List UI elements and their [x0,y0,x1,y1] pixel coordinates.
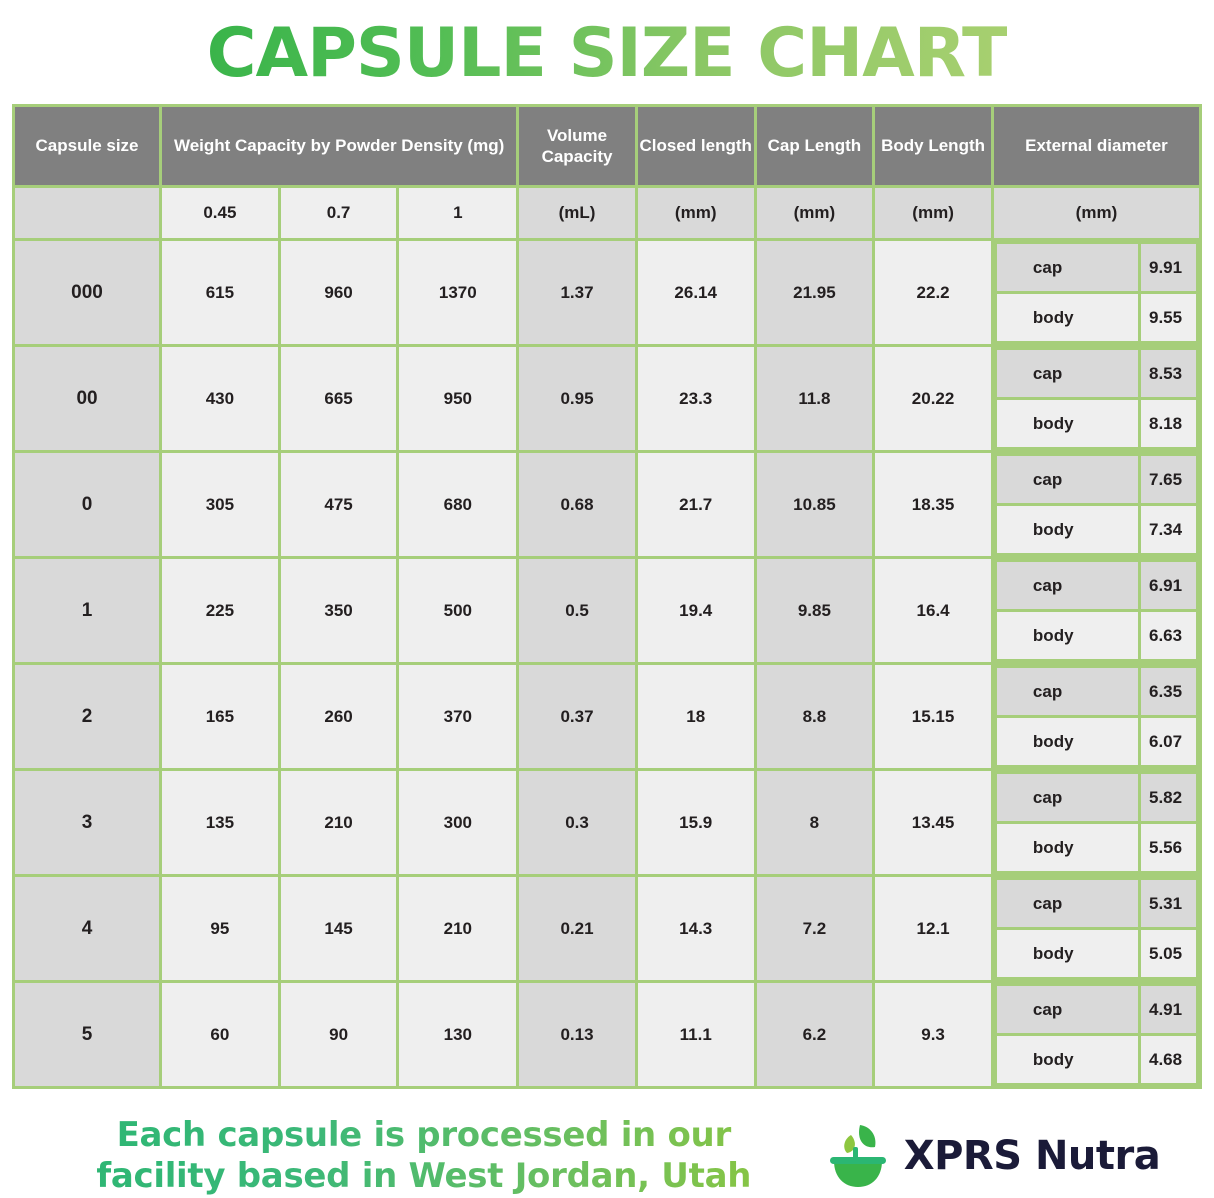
cell-weight-07: 145 [279,876,398,982]
cell-weight-1: 1370 [398,240,518,346]
ext-body-value: 5.56 [1140,823,1198,873]
cell-weight-045: 135 [161,770,280,876]
cell-volume: 0.37 [518,664,637,770]
cell-weight-07: 665 [279,346,398,452]
cell-volume: 0.95 [518,346,637,452]
table-row [14,452,1201,558]
cell-volume: 0.5 [518,558,637,664]
ext-cap-label: cap [995,243,1139,293]
col-header-closed-length: Closed length [636,106,755,187]
cell-weight-045: 95 [161,876,280,982]
cell-cap-length: 10.85 [755,452,874,558]
capsule-size-table [12,104,1202,1089]
ext-body-label: body [995,717,1139,767]
cell-cap-length: 9.85 [755,558,874,664]
cell-closed-length: 15.9 [636,770,755,876]
ext-body-label: body [995,293,1139,343]
subheader-density-1: 1 [398,187,518,240]
cell-volume: 0.13 [518,982,637,1088]
cell-size: 5 [14,982,161,1088]
cell-external-diameter [992,558,1200,664]
cell-weight-045: 615 [161,240,280,346]
subheader-body-length-unit: (mm) [874,187,993,240]
cell-weight-045: 225 [161,558,280,664]
cell-volume: 0.21 [518,876,637,982]
cell-size: 000 [14,240,161,346]
cell-external-diameter [992,346,1200,452]
subheader-volume-unit: (mL) [518,187,637,240]
ext-body-value: 4.68 [1140,1035,1198,1085]
cell-external-diameter [992,664,1200,770]
cell-weight-045: 305 [161,452,280,558]
cell-body-length: 12.1 [874,876,993,982]
cell-closed-length: 18 [636,664,755,770]
ext-cap-value: 7.65 [1140,455,1198,505]
footer-tagline: Each capsule is processed in our facility based in West Jordan, Utah [54,1115,794,1198]
cell-closed-length: 26.14 [636,240,755,346]
subheader-external-diameter-unit: (mm) [992,187,1200,240]
cell-closed-length: 21.7 [636,452,755,558]
subheader-closed-length-unit: (mm) [636,187,755,240]
cell-volume: 0.3 [518,770,637,876]
cell-body-length: 20.22 [874,346,993,452]
ext-body-label: body [995,399,1139,449]
ext-cap-label: cap [995,667,1139,717]
ext-cap-label: cap [995,561,1139,611]
cell-external-diameter [992,452,1200,558]
cell-size: 2 [14,664,161,770]
table-area [0,104,1214,1089]
cell-external-diameter [992,982,1200,1088]
ext-body-label: body [995,611,1139,661]
table-row [14,240,1201,346]
ext-body-label: body [995,1035,1139,1085]
ext-cap-label: cap [995,455,1139,505]
page-title-wrap [0,0,1214,104]
ext-cap-label: cap [995,985,1139,1035]
cell-weight-07: 90 [279,982,398,1088]
ext-body-value: 5.05 [1140,929,1198,979]
subheader-density-07: 0.7 [279,187,398,240]
ext-cap-value: 5.82 [1140,773,1198,823]
ext-body-label: body [995,929,1139,979]
cell-weight-1: 300 [398,770,518,876]
ext-cap-value: 9.91 [1140,243,1198,293]
cell-weight-1: 680 [398,452,518,558]
ext-body-value: 9.55 [1140,293,1198,343]
ext-cap-label: cap [995,773,1139,823]
table-row [14,770,1201,876]
cell-weight-07: 350 [279,558,398,664]
cell-weight-1: 210 [398,876,518,982]
cell-volume: 0.68 [518,452,637,558]
ext-body-label: body [995,505,1139,555]
cell-body-length: 9.3 [874,982,993,1088]
cell-weight-045: 60 [161,982,280,1088]
brand-lockup [820,1119,1160,1193]
ext-body-value: 6.07 [1140,717,1198,767]
table-row [14,558,1201,664]
cell-body-length: 18.35 [874,452,993,558]
cell-closed-length: 19.4 [636,558,755,664]
cell-weight-045: 165 [161,664,280,770]
ext-cap-value: 6.91 [1140,561,1198,611]
cell-size: 00 [14,346,161,452]
cell-weight-07: 475 [279,452,398,558]
cell-weight-07: 960 [279,240,398,346]
cell-cap-length: 6.2 [755,982,874,1088]
subheader-cap-length-unit: (mm) [755,187,874,240]
col-header-capsule-size: Capsule size [14,106,161,187]
footer [0,1089,1214,1198]
col-header-body-length: Body Length [874,106,993,187]
ext-body-value: 7.34 [1140,505,1198,555]
ext-cap-value: 4.91 [1140,985,1198,1035]
col-header-weight-capacity: Weight Capacity by Powder Density (mg) [161,106,518,187]
cell-body-length: 13.45 [874,770,993,876]
subheader-blank [14,187,161,240]
ext-body-label: body [995,823,1139,873]
ext-cap-value: 5.31 [1140,879,1198,929]
table-header-row [14,106,1201,187]
ext-cap-label: cap [995,349,1139,399]
cell-external-diameter [992,770,1200,876]
cell-weight-1: 370 [398,664,518,770]
cell-cap-length: 8.8 [755,664,874,770]
ext-body-value: 8.18 [1140,399,1198,449]
cell-size: 1 [14,558,161,664]
table-row [14,664,1201,770]
cell-cap-length: 21.95 [755,240,874,346]
subheader-density-045: 0.45 [161,187,280,240]
cell-size: 0 [14,452,161,558]
brand-name: XPRS Nutra [903,1133,1161,1180]
cell-weight-07: 210 [279,770,398,876]
col-header-external-diameter: External diameter [992,106,1200,187]
cell-weight-1: 130 [398,982,518,1088]
cell-body-length: 22.2 [874,240,993,346]
ext-cap-value: 6.35 [1140,667,1198,717]
cell-weight-045: 430 [161,346,280,452]
cell-cap-length: 7.2 [755,876,874,982]
cell-size: 3 [14,770,161,876]
cell-weight-1: 500 [398,558,518,664]
cell-external-diameter [992,240,1200,346]
table-row [14,982,1201,1088]
cell-closed-length: 11.1 [636,982,755,1088]
ext-body-value: 6.63 [1140,611,1198,661]
cell-closed-length: 23.3 [636,346,755,452]
mortar-pestle-leaf-icon [820,1119,894,1193]
cell-volume: 1.37 [518,240,637,346]
cell-cap-length: 8 [755,770,874,876]
ext-cap-label: cap [995,879,1139,929]
cell-external-diameter [992,876,1200,982]
ext-cap-value: 8.53 [1140,349,1198,399]
table-row [14,346,1201,452]
page-title: CAPSULE SIZE CHART [206,14,1008,93]
cell-body-length: 15.15 [874,664,993,770]
cell-body-length: 16.4 [874,558,993,664]
cell-weight-1: 950 [398,346,518,452]
cell-cap-length: 11.8 [755,346,874,452]
col-header-volume-capacity: Volume Capacity [518,106,637,187]
col-header-cap-length: Cap Length [755,106,874,187]
cell-weight-07: 260 [279,664,398,770]
cell-closed-length: 14.3 [636,876,755,982]
table-row [14,876,1201,982]
cell-size: 4 [14,876,161,982]
table-subheader-row [14,187,1201,240]
